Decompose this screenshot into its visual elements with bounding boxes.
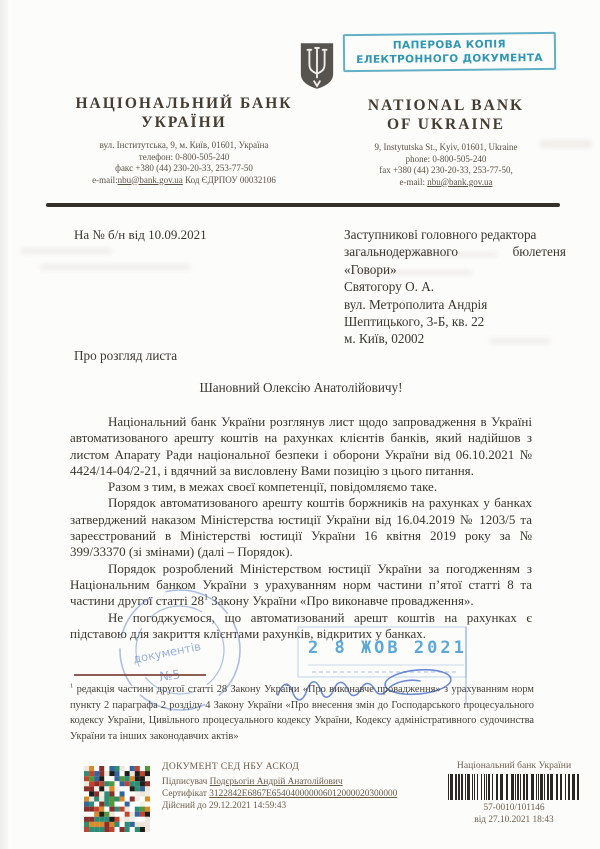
- registration-org: Національний банк України: [456, 760, 572, 771]
- subject-line: Про розгляд листа: [74, 348, 178, 363]
- footnote-reference-mark: 1: [203, 592, 208, 602]
- bleed-artifact: [40, 264, 190, 270]
- footnote-text: редакція частини другої статті 28 Закону України «Про виконавче провадження» з урахуванням норм пункту 2 параграфа 2 розділу 4 Закону України «Про внесення змін до Господарського процесуального кодексу України, Цивільного процесуального кодексу України, Кодексу адміністративного судочинства України та інших законодавчих актів»: [70, 684, 534, 742]
- recipient-line: вул. Метрополита Андрія: [344, 296, 488, 312]
- round-stamp-arc-text: документів: [131, 639, 202, 666]
- footnote-separator: [74, 674, 206, 676]
- letter-body: [70, 414, 532, 642]
- header-ukrainian: [44, 94, 324, 186]
- body-paragraph-4-tail: Закону України «Про виконавче провадження».: [208, 593, 474, 609]
- email-label-en: e-mail:: [399, 176, 426, 187]
- certificate-label: Сертифікат: [162, 789, 207, 799]
- signer-label: Підписувач: [162, 777, 208, 787]
- address-ua: вул. Інститутська, 9, м. Київ, 01601, Україна: [99, 140, 269, 150]
- trident-icon: [298, 41, 336, 91]
- fax-en: fax +380 (44) 230-20-33, 253-77-50,: [379, 165, 513, 175]
- recipient-line: «Говори»: [344, 261, 397, 277]
- header-english: [328, 96, 564, 188]
- barcode: [448, 774, 580, 800]
- bleed-artifact: [20, 248, 112, 254]
- paper-copy-stamp-line1: ПАПЕРОВА КОПІЯ: [392, 38, 507, 52]
- certificate-line: [162, 789, 397, 799]
- bank-name-ua-line2: УКРАЇНИ: [141, 114, 227, 131]
- body-paragraph-4-text: Порядок розроблений Міністерством юстиції України за погодженням з Національним банком України з урахуванням норм частини п’ятої статті 8 та частини другої статті 28: [70, 560, 532, 609]
- recipient-block: [344, 226, 566, 348]
- certificate-value: 3122842E6867E654040000006012000020300000: [209, 789, 398, 799]
- body-paragraph-2: Разом з тим, в межах своєї компетенції, повідомляємо таке.: [108, 479, 438, 495]
- reference-line: На № б/н від 10.09.2021: [74, 227, 207, 242]
- recipient-line: Заступникові головного редактора: [344, 227, 537, 242]
- recipient-line: Святогору О. А.: [344, 279, 435, 295]
- edrpou-code: Код ЄДРПОУ 00032106: [185, 174, 276, 185]
- body-paragraph-1: Національний банк України розглянув лист щодо запровадження в Україні автоматизованого арешту коштів на рахунках клієнтів банків, який надійшов з листом Апарату Ради національної безпеки і оборони України від 06.10.2021 № 4424/14-04/2-21, і вдячний за висловлену Вами позицію з цього питання.: [70, 414, 532, 478]
- qr-code: [84, 766, 150, 832]
- footnote: [70, 682, 534, 744]
- footnote-marker: 1: [70, 682, 74, 690]
- registration-number: 57-0010/101146: [483, 803, 545, 813]
- date-stamp-text: 2 8 ЖОВ 2021: [308, 638, 467, 658]
- phone-en: phone: 0-800-505-240: [405, 153, 487, 164]
- signer-line: [162, 777, 343, 787]
- email-label-ua: e-mail:: [92, 174, 118, 185]
- recipient-line: загальнодержавного бюлетеня: [344, 244, 566, 260]
- recipient-line: Шептицького, 3-Б, кв. 22: [344, 314, 485, 330]
- email-link-ua: nbu@bank.gov.ua: [117, 174, 183, 185]
- body-paragraph-3: Порядок автоматизованого арешту коштів боржників на рахунках у банках затверджений наказом Міністерства юстиції України від 16.04.2019 № 1203/5 та зареєстрований в Міністерстві юстиції України 16 квітня 2019 року за № 399/33370 (зі змінами) (далі – Порядок).: [70, 495, 532, 560]
- bank-name-ua-line1: НАЦІОНАЛЬНИЙ БАНК: [75, 95, 293, 112]
- certificate-validity: Дійсний до 29.12.2021 14:59:43: [162, 801, 287, 811]
- salutation: Шановний Олексію Анатолійовичу!: [199, 380, 403, 395]
- fax-ua: факс +380 (44) 230-20-33, 253-77-50: [115, 163, 253, 173]
- signer-name: Подєрьогін Андрій Анатолійович: [209, 777, 343, 787]
- recipient-line: м. Київ, 02002: [344, 331, 425, 347]
- doc-system-label: ДОКУМЕНТ СЕД НБУ АСКОД: [162, 761, 300, 772]
- body-paragraph-5: Не погоджуємося, що автоматизований арешт коштів на рахунках є підставою для закриття клієнтами рахунків, відкритих у банках.: [70, 609, 532, 641]
- email-en: [328, 177, 564, 189]
- email-edrpou-ua: [44, 175, 324, 187]
- address-en: 9, Instytutska St., Kyiv, 01601, Ukraine: [374, 142, 518, 152]
- bank-contact-ua: [44, 140, 324, 186]
- phone-ua: телефон: 0-800-505-240: [138, 151, 230, 162]
- paper-copy-stamp: [343, 32, 556, 72]
- bank-name-en-line2: OF UKRAINE: [386, 116, 506, 133]
- bank-contact-en: [328, 142, 564, 188]
- email-link-en: nbu@bank.gov.ua: [427, 176, 493, 187]
- paper-copy-stamp-line2: ЕЛЕКТРОННОГО ДОКУМЕНТА: [356, 51, 543, 66]
- header-divider: [46, 203, 560, 207]
- body-paragraph-4: [70, 561, 532, 610]
- registration-date: від 27.10.2021 18:43: [474, 815, 554, 825]
- bank-name-en-line1: NATIONAL BANK: [367, 97, 525, 114]
